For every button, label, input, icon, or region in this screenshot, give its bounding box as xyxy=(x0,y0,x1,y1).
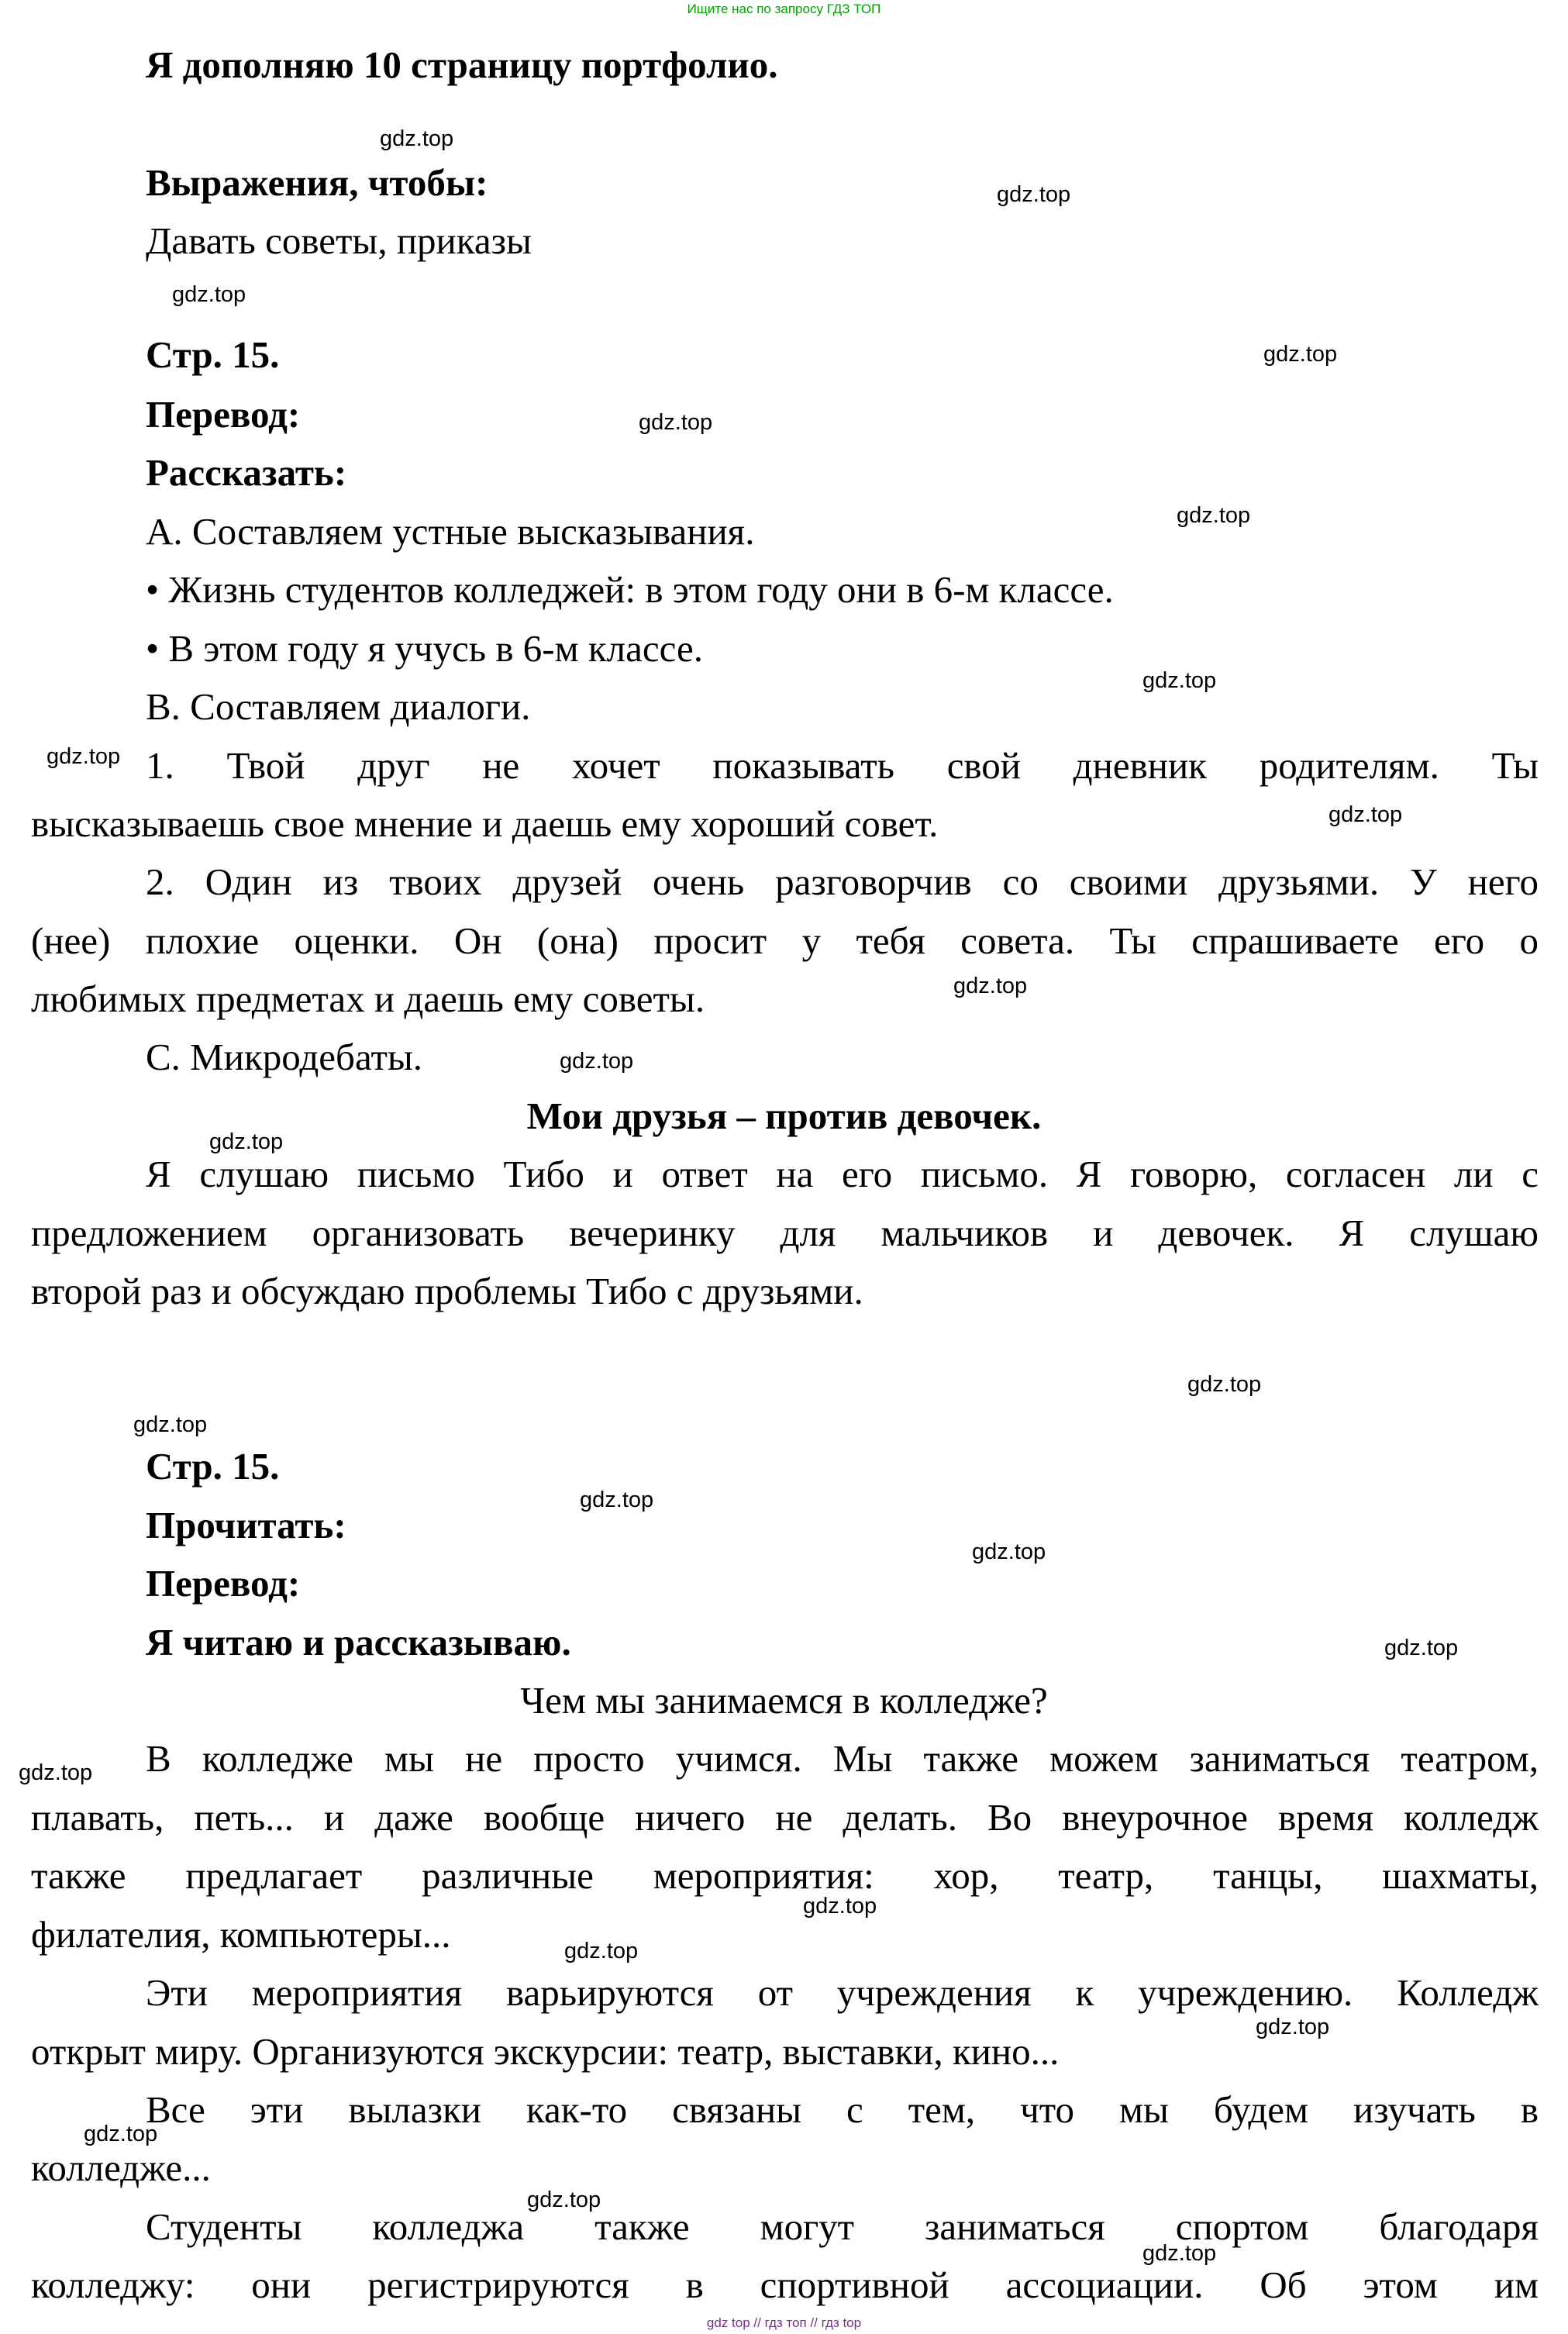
watermark: gdz.top xyxy=(972,1539,1046,1564)
paragraph-line: Студенты колледжа также могут заниматься спортом благодаря xyxy=(146,2205,1539,2248)
paragraph-line: плавать, петь... и даже вообще ничего не делать. Во внеурочное время колледж xyxy=(31,1796,1539,1839)
watermark: gdz.top xyxy=(84,2122,158,2146)
paragraph-line: открыт миру. Организуются экскурсии: театр, выставки, кино... xyxy=(31,2030,1060,2073)
watermark: gdz.top xyxy=(560,1049,634,1074)
watermark: gdz.top xyxy=(133,1412,208,1437)
watermark: gdz.top xyxy=(19,1760,93,1785)
watermark: gdz.top xyxy=(1256,2015,1330,2039)
watermark: gdz.top xyxy=(580,1488,654,1512)
page-ref-heading: Стр. 15. xyxy=(146,333,280,376)
watermark: gdz.top xyxy=(997,182,1071,207)
paragraph-line: Все эти вылазки как-то связаны с тем, что мы будем изучать в xyxy=(146,2088,1539,2131)
watermark: gdz.top xyxy=(527,2187,601,2212)
text-line: В. Составляем диалоги. xyxy=(146,685,531,728)
paragraph-line: колледжу: они регистрируются в спортивной ассоциации. Об этом им xyxy=(31,2263,1539,2306)
watermark: gdz.top xyxy=(1328,802,1403,827)
paragraph-line: предложением организовать вечеринку для мальчиков и девочек. Я слушаю xyxy=(31,1212,1539,1254)
watermark: gdz.top xyxy=(172,282,246,307)
text-line: С. Микродебаты. xyxy=(146,1036,423,1078)
watermark: gdz.top xyxy=(47,744,121,769)
watermark: gdz.top xyxy=(1384,1636,1459,1660)
translation-heading: Перевод: xyxy=(146,1562,301,1605)
debate-title: Мои друзья – против девочек. xyxy=(526,1095,1042,1137)
paragraph-line: 1. Твой друг не хочет показывать свой дневник родителям. Ты xyxy=(146,744,1539,787)
watermark: gdz.top xyxy=(209,1129,284,1154)
watermark: gdz.top xyxy=(564,1939,639,1963)
paragraph-line: также предлагает различные мероприятия: хор, театр, танцы, шахматы, xyxy=(31,1854,1539,1897)
watermark: gdz.top xyxy=(1187,1372,1262,1397)
bullet-item: • В этом году я учусь в 6-м классе. xyxy=(146,627,703,670)
watermark: gdz.top xyxy=(639,410,713,435)
paragraph-line: В колледже мы не просто учимся. Мы также можем заниматься театром, xyxy=(146,1737,1539,1780)
watermark: gdz.top xyxy=(1177,503,1251,528)
paragraph-line: второй раз и обсуждаю проблемы Тибо с друзьями. xyxy=(31,1270,863,1312)
expressions-heading: Выражения, чтобы: xyxy=(146,161,488,204)
read-and-tell-heading: Я читаю и рассказываю. xyxy=(146,1621,571,1663)
text-line: Давать советы, приказы xyxy=(146,219,532,262)
top-banner: Ищите нас по запросу ГДЗ ТОП xyxy=(687,2,881,16)
paragraph-line: филателия, компьютеры... xyxy=(31,1913,451,1956)
text-line: А. Составляем устные высказывания. xyxy=(146,510,755,553)
tell-heading: Рассказать: xyxy=(146,451,347,494)
watermark: gdz.top xyxy=(803,1894,877,1919)
watermark: gdz.top xyxy=(380,126,454,151)
paragraph-line: (нее) плохие оценки. Он (она) просит у тебя совета. Ты спрашиваете его о xyxy=(31,919,1539,962)
paragraph-line: колледже... xyxy=(31,2146,211,2189)
paragraph-line: Я слушаю письмо Тибо и ответ на его письмо. Я говорю, согласен ли с xyxy=(146,1153,1539,1195)
bottom-banner: gdz top // гдз топ // гдз top xyxy=(706,2315,862,2330)
paragraph-line: Эти мероприятия варьируются от учреждения к учреждению. Колледж xyxy=(146,1971,1539,2014)
translation-heading: Перевод: xyxy=(146,393,301,436)
paragraph-line: любимых предметах и даешь ему советы. xyxy=(31,977,705,1020)
read-heading: Прочитать: xyxy=(146,1504,346,1546)
page-ref-heading: Стр. 15. xyxy=(146,1445,280,1488)
watermark: gdz.top xyxy=(953,974,1028,998)
watermark: gdz.top xyxy=(1142,668,1217,693)
portfolio-heading: Я дополняю 10 страницу портфолио. xyxy=(146,43,778,86)
paragraph-line: высказываешь свое мнение и даешь ему хороший совет. xyxy=(31,802,939,845)
watermark: gdz.top xyxy=(1142,2241,1217,2266)
paragraph-line: 2. Один из твоих друзей очень разговорчив со своими друзьями. У него xyxy=(146,860,1539,903)
text-title: Чем мы занимаемся в колледже? xyxy=(520,1679,1048,1722)
bullet-item: • Жизнь студентов колледжей: в этом году они в 6-м классе. xyxy=(146,568,1114,611)
watermark: gdz.top xyxy=(1263,342,1338,367)
